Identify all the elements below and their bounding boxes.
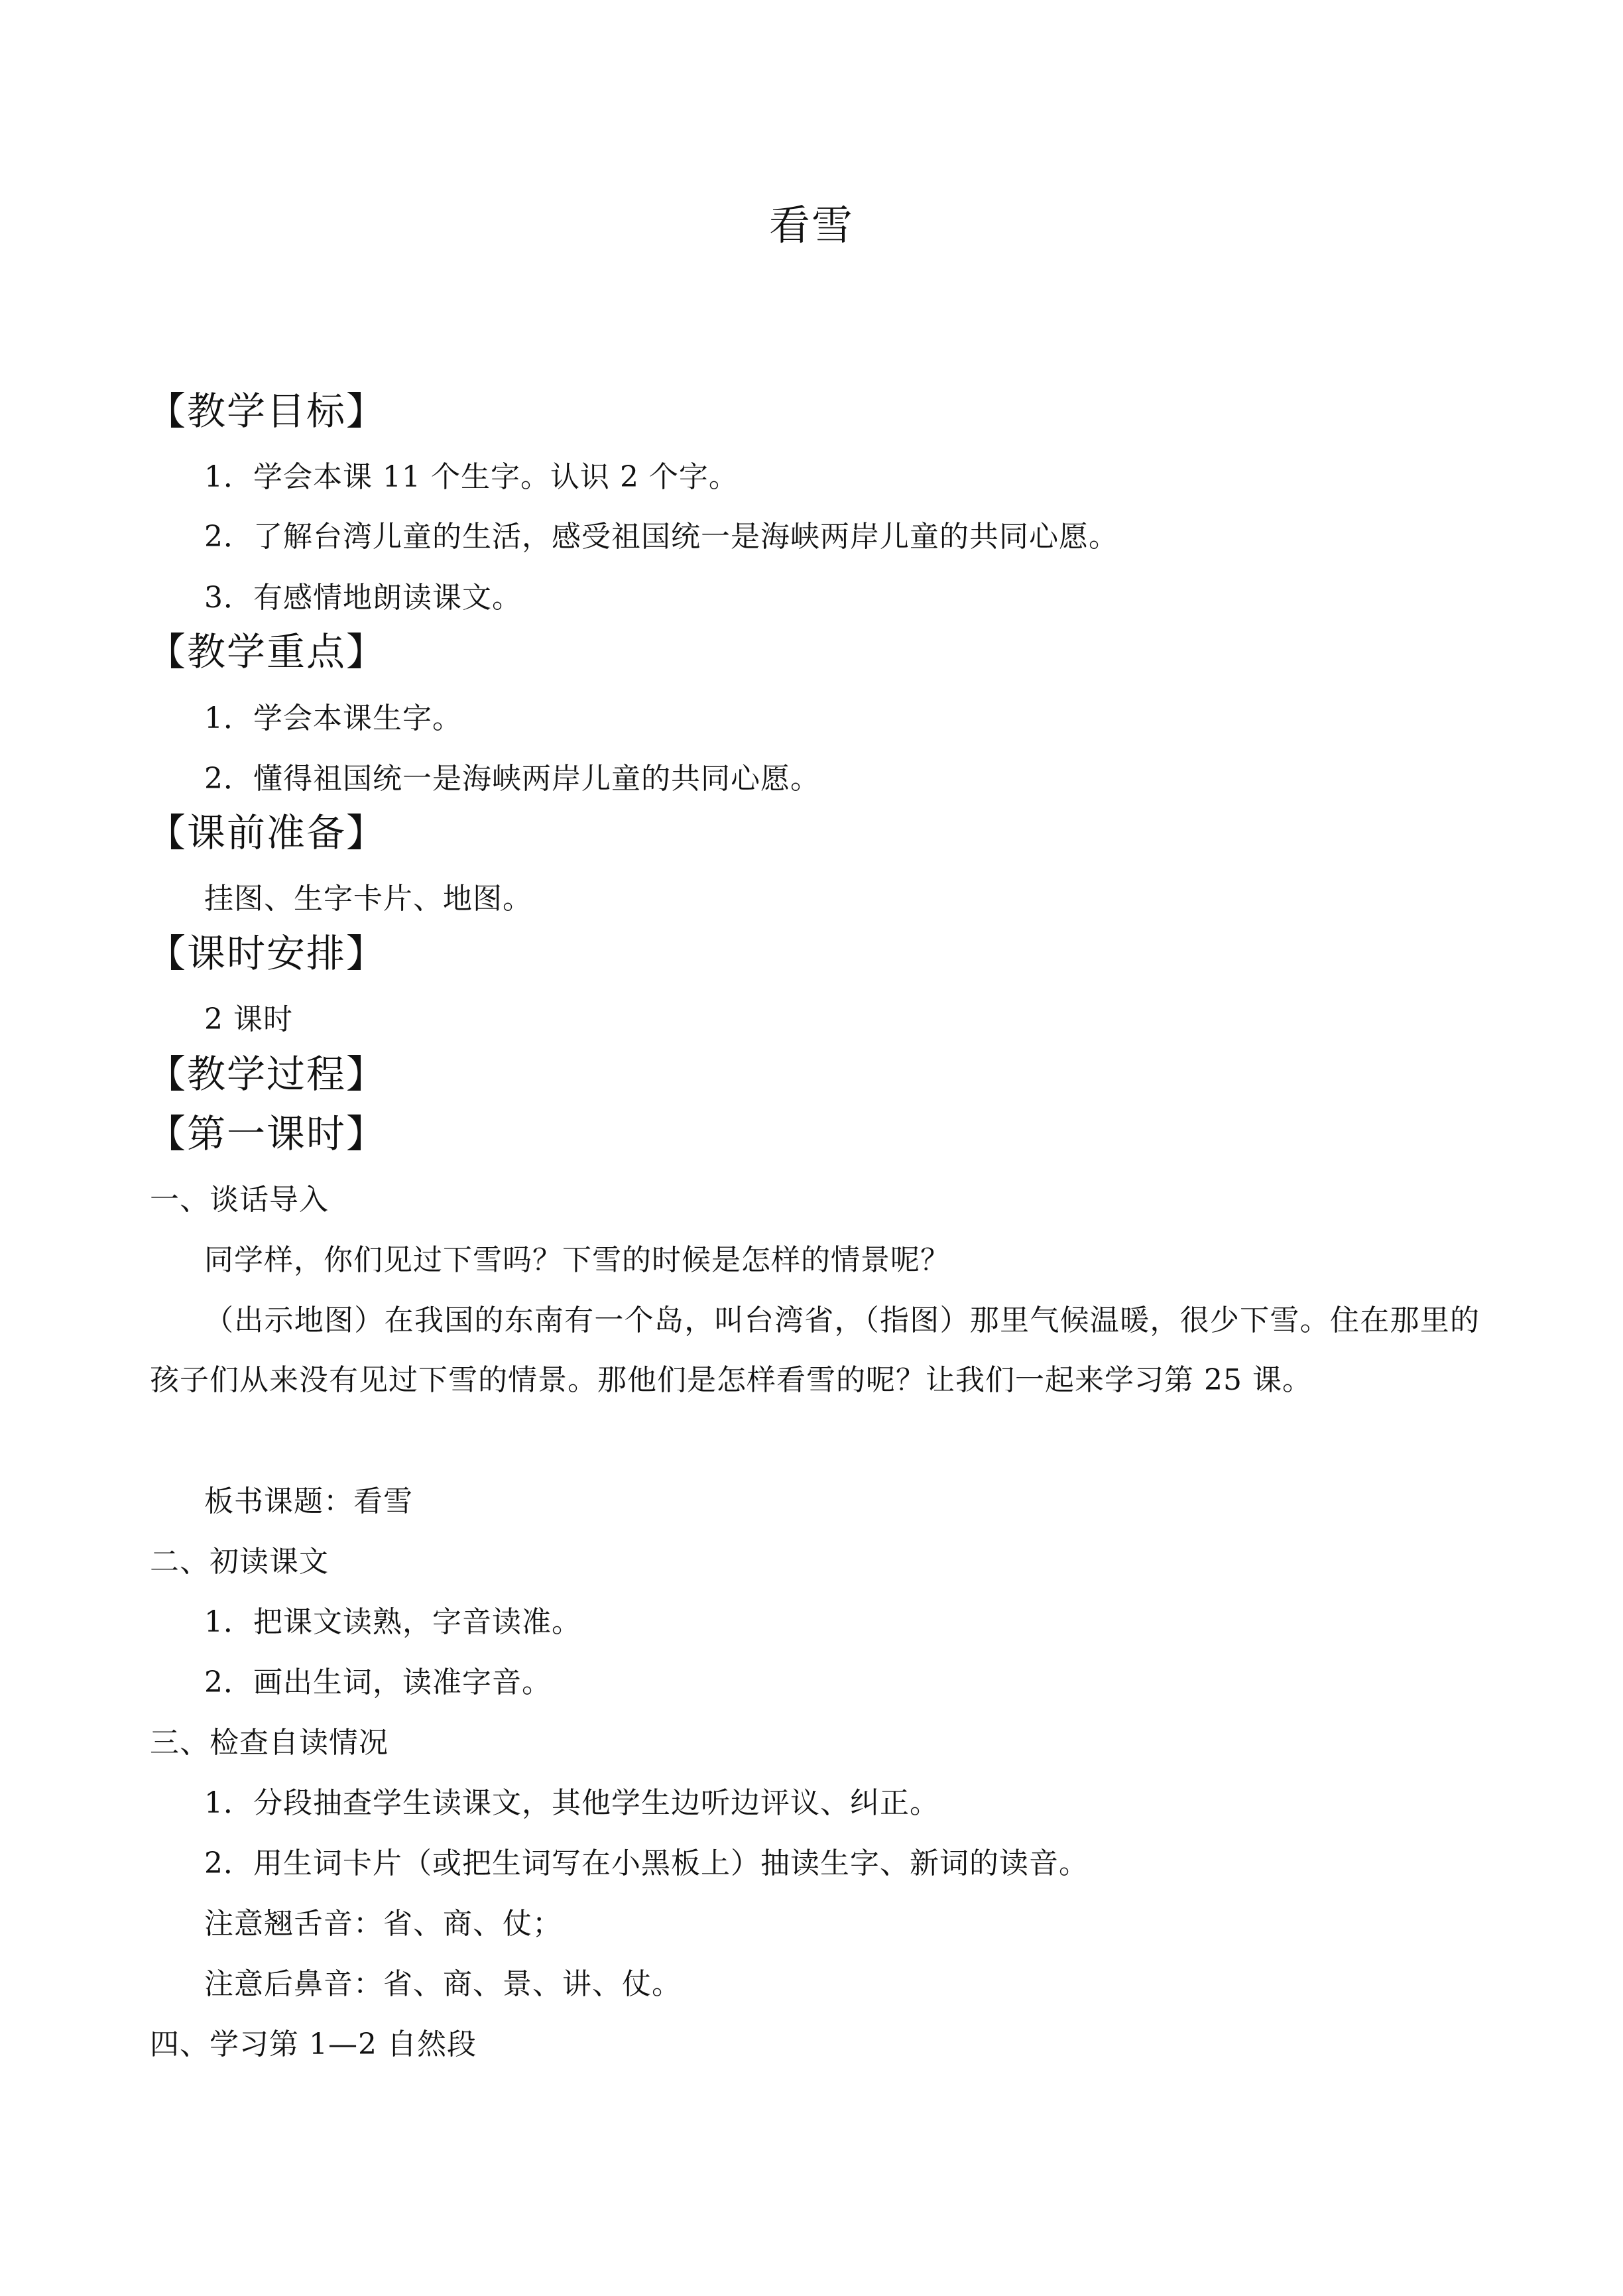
part-one-paragraph-1: 同学样，你们见过下雪吗？下雪的时候是怎样的情景呢？	[204, 1243, 950, 1277]
part-four-heading: 四、学习第 1—2 自然段	[150, 2027, 477, 2061]
part-one-paragraph-2: （出示地图）在我国的东南有一个岛，叫台湾省，（指图）那里气候温暖，很少下雪。住在那里的孩子们从来没有见过下雪的情景。那他们是怎样看雪的呢？让我们一起来学习第 25 课。	[150, 1303, 1480, 1397]
preparation-heading: 【课前准备】	[147, 810, 387, 855]
part-three-item-1: 1．分段抽查学生读课文，其他学生边听边评议、纠正。	[204, 1786, 939, 1820]
goals-heading: 【教学目标】	[147, 389, 387, 434]
key-points-heading: 【教学重点】	[147, 629, 387, 674]
part-three-heading: 三、检查自读情况	[150, 1726, 389, 1760]
part-two-heading: 二、初读课文	[150, 1545, 329, 1579]
key-point-item-2: 2．懂得祖国统一是海峡两岸儿童的共同心愿。	[204, 762, 820, 796]
part-three-item-2: 2．用生词卡片（或把生词写在小黑板上）抽读生字、新词的读音。	[204, 1846, 1089, 1880]
document-title: 看雪	[768, 201, 854, 249]
lesson-one-heading: 【第一课时】	[147, 1111, 387, 1156]
part-two-item-1: 1．把课文读熟，字音读准。	[204, 1605, 581, 1639]
part-one-paragraph-3: 板书课题：看雪	[204, 1484, 413, 1518]
schedule-text: 2 课时	[204, 1002, 293, 1036]
part-two-item-2: 2．画出生词，读准字音。	[204, 1665, 552, 1699]
goal-item-1: 1．学会本课 11 个生字。认识 2 个字。	[204, 460, 739, 494]
goal-item-3: 3．有感情地朗读课文。	[204, 581, 522, 615]
preparation-text: 挂图、生字卡片、地图。	[204, 882, 532, 916]
part-three-note-2: 注意后鼻音：省、商、景、讲、仗。	[204, 1967, 682, 2001]
part-three-note-1: 注意翘舌音：省、商、仗；	[204, 1907, 562, 1941]
goal-item-2: 2．了解台湾儿童的生活，感受祖国统一是海峡两岸儿童的共同心愿。	[204, 520, 1118, 554]
part-one-heading: 一、谈话导入	[150, 1183, 329, 1217]
schedule-heading: 【课时安排】	[147, 931, 387, 976]
process-heading: 【教学过程】	[147, 1052, 387, 1097]
key-point-item-1: 1．学会本课生字。	[204, 701, 462, 735]
